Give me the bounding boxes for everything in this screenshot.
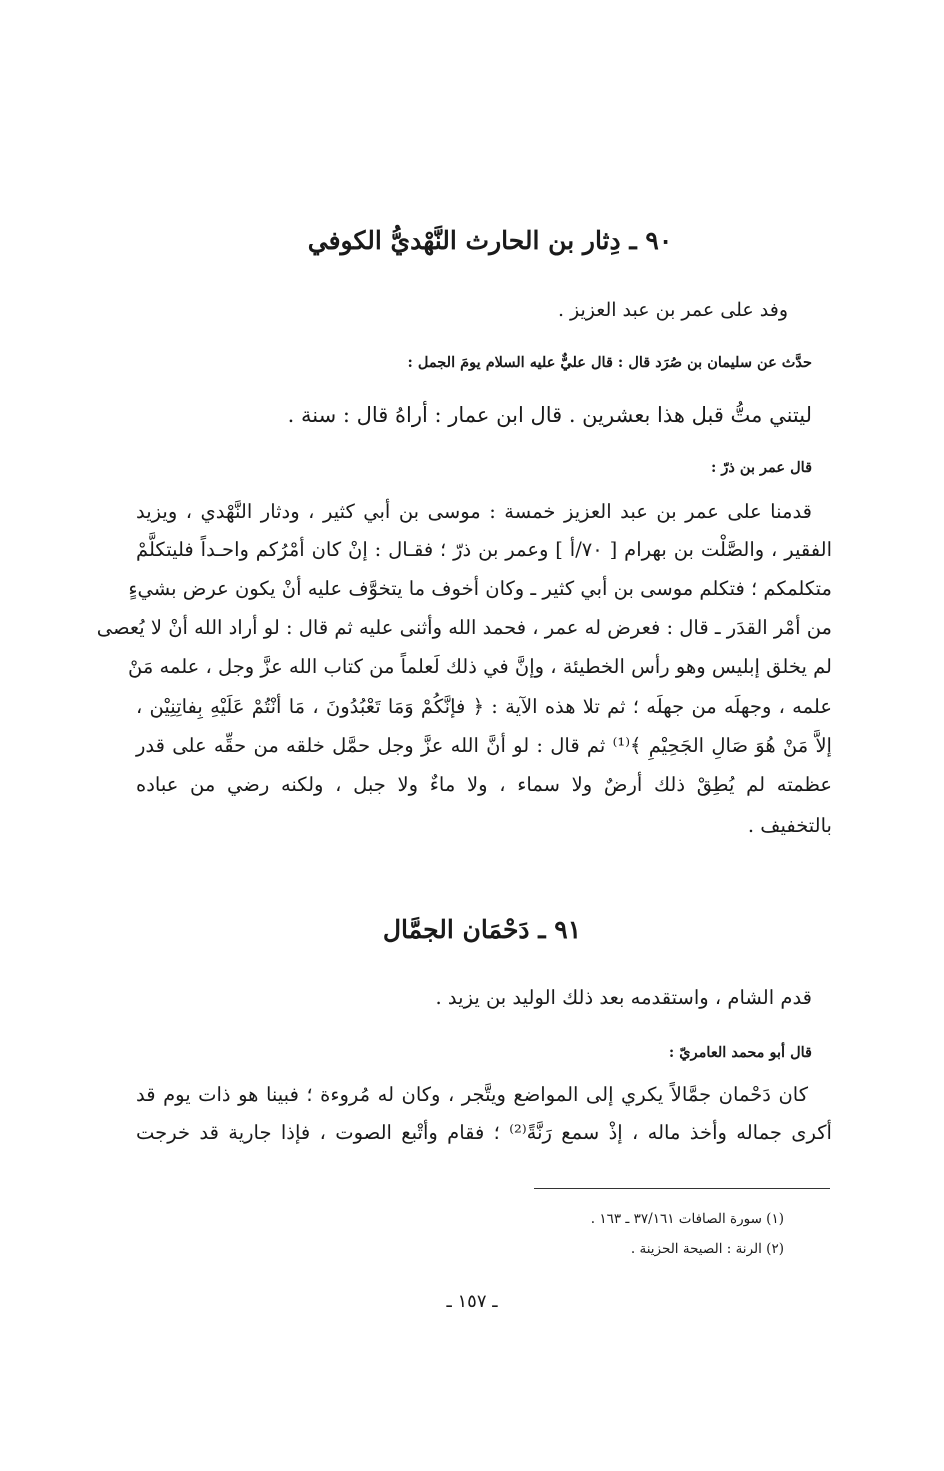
- footnote-1: (١) سورة الصافات ٣٧/١٦١ ـ ١٦٣ .: [590, 1211, 784, 1227]
- entry-90-body-line-4: من أمْر القدَر ـ قال : فعرض له عمر ، فحمد الله وأثنى عليه ثم قال : لو أراد الله أنْ لا يُعصى: [96, 616, 832, 639]
- entry-90-body-last-line: بالتخفيف .: [747, 814, 832, 837]
- entry-90-body-line-8: عظمته لم يُطِقْ ذلك أرضٌ ولا سماء ، ولا ماءٌ ولا جبل ، ولكنه رضي من عباده: [136, 773, 832, 796]
- entry-90-body-line-5: لم يخلق إبليس وهو رأس الخطيئة ، وإنَّ في ذلك لَعلماً من كتاب الله عزَّ وجل ، علمه مَنْ: [127, 655, 832, 678]
- entry-90-intro: وفد على عمر بن عبد العزيز .: [557, 299, 788, 321]
- entry-90-body-line-1: قدمنا على عمر بن عبد العزيز خمسة : موسى بن أبي كثير ، ودثار النَّهْدي ، ويزيد: [136, 500, 812, 523]
- entry-90-body-line-6: علمه ، وجهلَه من جهلَه ؛ ثم تلا هذه الآية : ﴿ فإنَّكُمْ وَمَا تَعْبُدُونَ ، مَا أنْتُمْ عَلَيْهِ بِفاتِنِيْن ،: [136, 695, 832, 718]
- entry-90-isnad-2: قال عمر بن ذرّ :: [711, 459, 812, 476]
- entry-90-body-line-3: متكلمكم ؛ فتكلم موسى بن أبي كثير ـ وكان أخوف ما يتخوَّف عليه أنْ يكون عرض بشيءٍ: [128, 577, 832, 600]
- entry-90-body-line-7: إلاَّ مَنْ هُوَ صَالِ الجَحِيْمِ ﴾⁽¹⁾ ثم قال : لو أنَّ الله عزَّ وجل حمَّل خلقه من حقِّه على قدر: [136, 734, 832, 757]
- entry-91-intro: قدم الشام ، واستقدمه بعد ذلك الوليد بن يزيد .: [435, 986, 812, 1009]
- entry-90-heading: ٩٠ ـ دِثار بن الحارث النَّهْديُّ الكوفي: [307, 226, 673, 255]
- entry-90-quote-1: ليتني متُّ قبل هذا بعشرين . قال ابن عمار : أراهُ قال : سنة .: [287, 403, 812, 427]
- entry-91-isnad: قال أبو محمد العامريّ :: [668, 1044, 812, 1061]
- entry-90-body-line-2: الفقير ، والصَّلْت بن بهرام [ ٧٠/أ ] وعمر بن ذرّ ؛ فقـال : إنْ كان أمْرُكم واحـداً فليتكلَّمْ: [136, 538, 832, 561]
- footnote-2: (٢) الرنة : الصيحة الحزينة .: [630, 1241, 784, 1257]
- entry-91-body-line-2: أكرى جماله وأخذ ماله ، إذْ سمع رَنَّةً⁽²⁾ ؛ فقام وأتْبع الصوت ، فإذا جارية قد خرجت: [136, 1121, 832, 1144]
- footnote-separator: [534, 1188, 830, 1189]
- entry-90-isnad-1: حدَّث عن سليمان بن صُرَد قال : قال عليٌّ عليه السلام يومَ الجمل :: [407, 354, 812, 371]
- page-number: ـ ١٥٧ ـ: [446, 1291, 498, 1312]
- entry-91-heading: ٩١ ـ دَحْمَان الجمَّال: [382, 915, 582, 944]
- entry-91-body-line-1: كان دَحْمان جمَّالاً يكري إلى المواضع ويتَّجر ، وكان له مُروءة ؛ فبينا هو ذات يوم قد: [136, 1083, 808, 1106]
